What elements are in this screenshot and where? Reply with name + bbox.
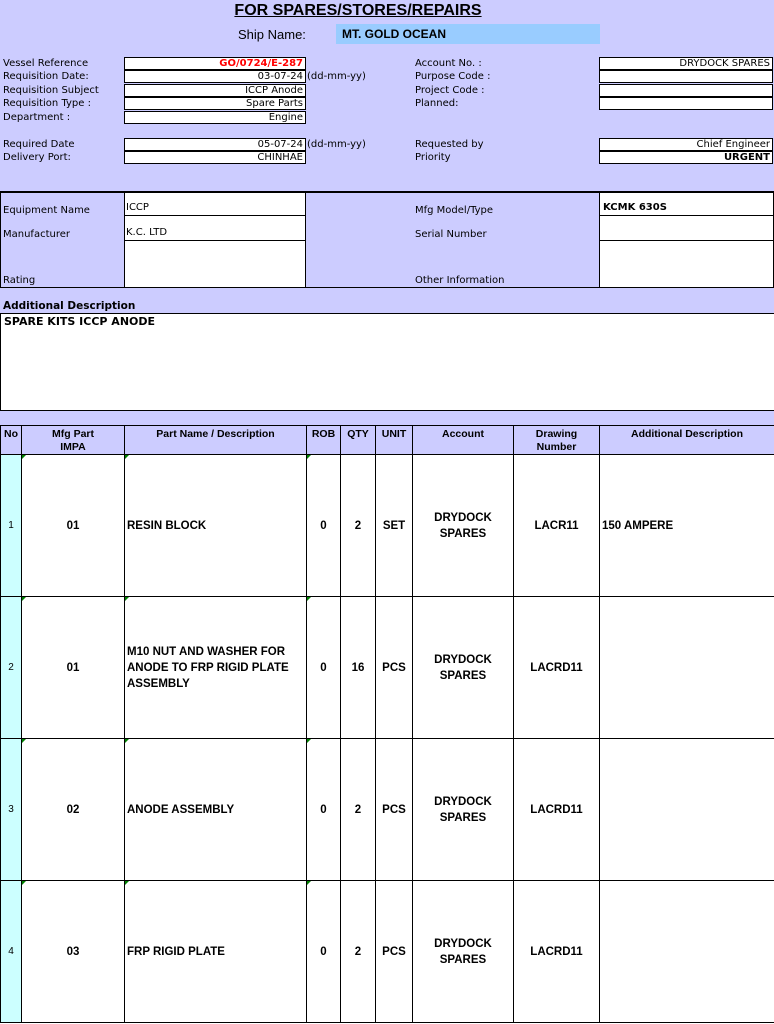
planned-field[interactable]	[599, 97, 773, 110]
cell-comment-marker	[307, 597, 311, 601]
row-part-name-text: FRP RIGID PLATE	[127, 945, 225, 958]
purpose-code-label: Purpose Code :	[415, 71, 491, 82]
row-qty[interactable]: 2	[341, 739, 376, 881]
department-label: Department :	[3, 112, 71, 123]
delivery-port-label: Delivery Port:	[3, 152, 71, 163]
row-mfg-part[interactable]	[22, 881, 125, 1023]
row-part-name[interactable]	[125, 881, 307, 1023]
row-account-line1: DRYDOCK	[434, 511, 492, 524]
project-code-label: Project Code :	[415, 85, 485, 96]
rating-field[interactable]	[124, 241, 306, 287]
ship-name-field[interactable]: MT. GOLD OCEAN	[336, 24, 600, 44]
row-additional[interactable]	[600, 739, 774, 881]
additional-description-field[interactable]: SPARE KITS ICCP ANODE	[0, 313, 774, 411]
manufacturer-field[interactable]: K.C. LTD	[124, 216, 306, 241]
row-additional[interactable]	[600, 597, 774, 739]
row-rob-text: 0	[320, 803, 327, 816]
cell-comment-marker	[307, 455, 311, 459]
row-rob[interactable]	[307, 455, 341, 597]
row-no: 3	[1, 739, 22, 881]
requested-by-field[interactable]: Chief Engineer	[599, 138, 773, 151]
table-row	[1, 597, 774, 739]
row-part-name[interactable]	[125, 739, 307, 881]
row-mfg-part-text: 03	[66, 945, 80, 958]
row-part-name[interactable]	[125, 597, 307, 739]
row-part-name-text: RESIN BLOCK	[127, 519, 207, 532]
required-date-label: Required Date	[3, 139, 75, 150]
priority-field[interactable]: URGENT	[599, 151, 773, 164]
row-mfg-part-text: 02	[66, 803, 80, 816]
requisition-subject-field[interactable]: ICCP Anode	[124, 84, 306, 97]
row-rob-text: 0	[320, 945, 327, 958]
row-account[interactable]	[413, 597, 514, 739]
row-drawing[interactable]: LACRD11	[514, 739, 600, 881]
col-qty-header: QTY	[341, 426, 376, 455]
equipment-name-field[interactable]: ICCP	[124, 193, 306, 216]
planned-label: Planned:	[415, 98, 459, 109]
serial-number-field[interactable]	[599, 216, 773, 241]
cell-comment-marker	[125, 739, 129, 743]
mfg-model-label: Mfg Model/Type	[415, 205, 494, 216]
cell-comment-marker	[125, 881, 129, 885]
manufacturer-label: Manufacturer	[3, 229, 70, 240]
ship-name-label: Ship Name:	[238, 27, 306, 42]
row-account-line1: DRYDOCK	[434, 795, 492, 808]
cell-comment-marker	[125, 455, 129, 459]
required-date-format: (dd-mm-yy)	[307, 139, 366, 150]
col-rob-header: ROB	[307, 426, 341, 455]
cell-comment-marker	[125, 597, 129, 601]
col-unit-header: UNIT	[376, 426, 413, 455]
cell-comment-marker	[307, 739, 311, 743]
project-code-field[interactable]	[599, 84, 773, 97]
requisition-type-field[interactable]: Spare Parts	[124, 97, 306, 110]
row-account[interactable]	[413, 739, 514, 881]
requested-by-label: Requested by	[415, 139, 484, 150]
row-additional[interactable]	[600, 881, 774, 1023]
row-mfg-part[interactable]	[22, 597, 125, 739]
additional-description-label: Additional Description	[3, 300, 136, 312]
form-title: FOR SPARES/STORES/REPAIRS	[234, 2, 482, 19]
row-part-name-text: ANODE ASSEMBLY	[127, 803, 235, 816]
table-row	[1, 881, 774, 1023]
row-account[interactable]	[413, 881, 514, 1023]
drawing-text: Drawing	[535, 428, 578, 440]
delivery-port-field[interactable]: CHINHAE	[124, 151, 306, 164]
row-qty[interactable]: 2	[341, 455, 376, 597]
number-text: Number	[536, 441, 577, 453]
requisition-type-label: Requisition Type :	[3, 98, 91, 109]
row-no: 4	[1, 881, 22, 1023]
row-rob[interactable]	[307, 597, 341, 739]
row-rob-text: 0	[320, 519, 327, 532]
vessel-reference-label: Vessel Reference	[3, 58, 89, 69]
row-account-line2: SPARES	[439, 953, 487, 966]
row-no: 2	[1, 597, 22, 739]
spacer-bar	[0, 411, 774, 425]
priority-label: Priority	[415, 152, 451, 163]
col-account-header: Account	[413, 426, 514, 455]
requisition-subject-label: Requisition Subject	[3, 85, 99, 96]
other-info-field[interactable]	[599, 241, 773, 287]
col-part-name-header: Part Name / Description	[125, 426, 307, 455]
equipment-name-label: Equipment Name	[3, 205, 90, 216]
row-account-line1: DRYDOCK	[434, 653, 492, 666]
cell-comment-marker	[22, 881, 26, 885]
table-row	[1, 739, 774, 881]
row-part-name[interactable]	[125, 455, 307, 597]
purpose-code-field[interactable]	[599, 70, 773, 83]
row-account[interactable]	[413, 455, 514, 597]
row-mfg-part[interactable]	[22, 455, 125, 597]
row-unit[interactable]: PCS	[376, 881, 413, 1023]
row-drawing[interactable]: LACRD11	[514, 597, 600, 739]
cell-comment-marker	[22, 597, 26, 601]
row-mfg-part[interactable]	[22, 739, 125, 881]
row-account-line1: DRYDOCK	[434, 937, 492, 950]
row-additional[interactable]: 150 AMPERE	[600, 455, 774, 597]
other-info-label: Other Information	[415, 275, 505, 286]
account-no-label: Account No. :	[415, 58, 482, 69]
col-mfg-part-header	[22, 426, 125, 455]
row-qty[interactable]: 16	[341, 597, 376, 739]
row-rob-text: 0	[320, 661, 327, 674]
parts-table	[0, 425, 774, 1023]
row-rob[interactable]	[307, 881, 341, 1023]
required-date-field[interactable]: 05-07-24	[124, 138, 306, 151]
requisition-date-label: Requisition Date:	[3, 71, 89, 82]
account-no-field[interactable]: DRYDOCK SPARES	[599, 57, 773, 70]
cell-comment-marker	[22, 455, 26, 459]
col-no-header: No	[1, 426, 22, 455]
mfg-model-field[interactable]: KCMK 630S	[599, 193, 773, 216]
row-no: 1	[1, 455, 22, 597]
table-row	[1, 455, 774, 597]
cell-comment-marker	[307, 881, 311, 885]
row-unit[interactable]: SET	[376, 455, 413, 597]
row-mfg-part-text: 01	[66, 661, 80, 674]
row-drawing[interactable]: LACRD11	[514, 881, 600, 1023]
row-unit[interactable]: PCS	[376, 739, 413, 881]
row-account-line2: SPARES	[439, 527, 487, 540]
row-unit[interactable]: PCS	[376, 597, 413, 739]
department-field[interactable]: Engine	[124, 111, 306, 124]
table-header-row	[1, 426, 774, 455]
rating-label: Rating	[3, 275, 36, 286]
requisition-date-format: (dd-mm-yy)	[307, 71, 366, 82]
row-drawing[interactable]: LACR11	[514, 455, 600, 597]
row-rob[interactable]	[307, 739, 341, 881]
col-drawing-header	[514, 426, 600, 455]
serial-number-label: Serial Number	[415, 229, 487, 240]
vessel-reference-field[interactable]: GO/0724/E-287	[124, 57, 306, 70]
mfg-part-text: Mfg Part	[52, 428, 94, 440]
row-account-line2: SPARES	[439, 669, 487, 682]
requisition-date-field[interactable]: 03-07-24	[124, 70, 306, 83]
col-additional-header: Additional Description	[600, 426, 774, 455]
impa-text: IMPA	[60, 441, 86, 453]
row-mfg-part-text: 01	[66, 519, 80, 532]
row-part-name-text: M10 NUT AND WASHER FOR ANODE TO FRP RIGID PLATE ASSEMBLY	[127, 645, 289, 690]
row-qty[interactable]: 2	[341, 881, 376, 1023]
cell-comment-marker	[22, 739, 26, 743]
row-account-line2: SPARES	[439, 811, 487, 824]
